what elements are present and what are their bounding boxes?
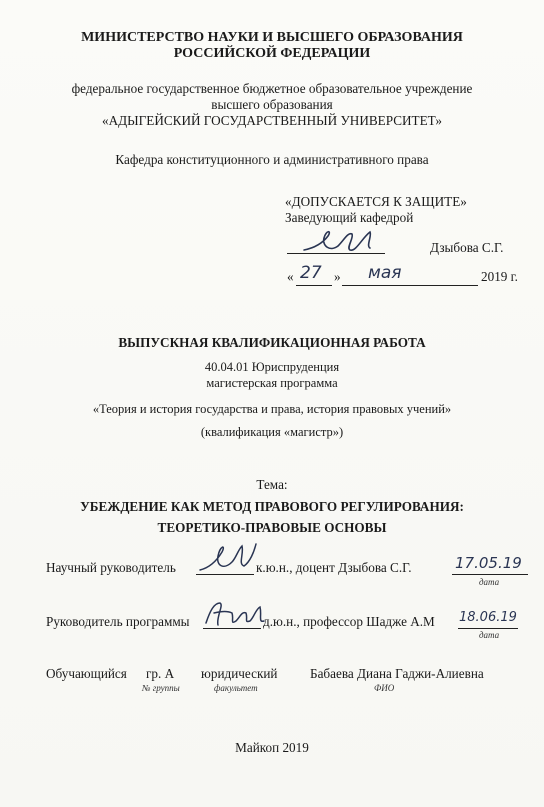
program-head-date-line (458, 628, 518, 629)
program-name: «Теория и история государства и права, история правовых учений» (92, 402, 452, 416)
student-faculty-caption: факультет (214, 683, 258, 693)
head-name: Дзыбова С.Г. (430, 240, 504, 255)
program-head-signature-icon (202, 597, 268, 631)
supervisor-date: 17.05.19 (455, 554, 522, 572)
date-year: 2019 г. (481, 269, 518, 284)
institution-line-2: высшего образования (211, 97, 333, 112)
date-day: 27 (300, 263, 322, 283)
supervisor-date-line (452, 574, 528, 575)
date-month-line (342, 285, 478, 286)
student-name-caption: ФИО (374, 683, 395, 693)
program-head-date-caption: дата (479, 630, 500, 640)
student-group-caption: № группы (142, 683, 180, 693)
university-name: «АДЫГЕЙСКИЙ ГОСУДАРСТВЕННЫЙ УНИВЕРСИТЕТ» (102, 113, 442, 128)
date-close-quote: » (334, 269, 341, 284)
program-head-date: 18.06.19 (459, 610, 517, 625)
department-name: Кафедра конституционного и административного права (115, 152, 429, 167)
student-label: Обучающийся (46, 666, 127, 681)
supervisor-details: к.ю.н., доцент Дзыбова С.Г. (256, 560, 412, 575)
program-type: магистерская программа (206, 376, 338, 390)
student-group: гр. А (146, 666, 175, 681)
institution-line-1: федеральное государственное бюджетное образовательное учреждение (71, 81, 473, 96)
supervisor-signature-icon (196, 540, 260, 576)
specialty-code: 40.04.01 Юриспруденция (204, 360, 340, 374)
date-month: мая (368, 263, 402, 283)
topic-line-1: УБЕЖДЕНИЕ КАК МЕТОД ПРАВОВОГО РЕГУЛИРОВАНИЯ: (80, 499, 464, 514)
program-head-label: Руководитель программы (46, 614, 190, 629)
ministry-line-2: РОССИЙСКОЙ ФЕДЕРАЦИИ (173, 46, 371, 61)
date-open-quote: « (287, 269, 294, 284)
city-year: Майкоп 2019 (235, 740, 309, 755)
student-name: Бабаева Диана Гаджи-Алиевна (310, 666, 484, 681)
supervisor-date-caption: дата (479, 577, 500, 587)
ministry-line-1: МИНИСТЕРСТВО НАУКИ И ВЫСШЕГО ОБРАЗОВАНИЯ (81, 30, 463, 45)
student-faculty: юридический (201, 666, 278, 681)
work-type: ВЫПУСКНАЯ КВАЛИФИКАЦИОННАЯ РАБОТА (118, 335, 426, 350)
qualification: (квалификация «магистр») (200, 425, 344, 439)
head-signature-icon (300, 226, 380, 258)
topic-label: Тема: (256, 477, 288, 492)
program-head-details: д.ю.н., профессор Шадже А.М (263, 614, 435, 629)
date-day-line (296, 285, 332, 286)
supervisor-label: Научный руководитель (46, 560, 176, 575)
topic-line-2: ТЕОРЕТИКО-ПРАВОВЫЕ ОСНОВЫ (157, 520, 387, 535)
approval-role: Заведующий кафедрой (285, 210, 414, 225)
approval-title: «ДОПУСКАЕТСЯ К ЗАЩИТЕ» (285, 194, 467, 209)
